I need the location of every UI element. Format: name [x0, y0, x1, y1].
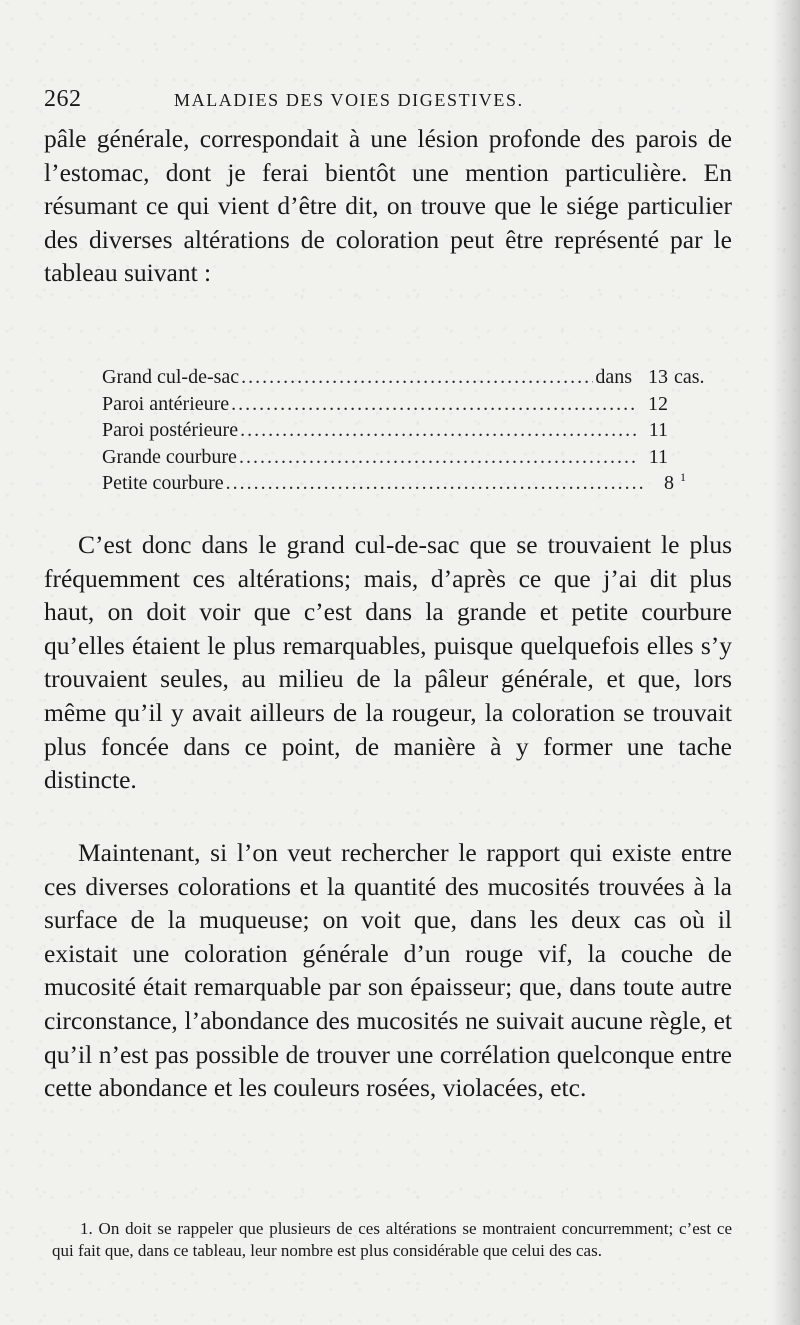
table-row — [102, 444, 714, 471]
row-suffix: cas. — [674, 366, 705, 388]
table-row — [102, 391, 714, 418]
row-count: 12 — [648, 392, 668, 415]
row-count: 11 — [648, 419, 668, 441]
table-row — [102, 417, 714, 444]
leader-dots — [241, 364, 593, 391]
page-number: 262 — [44, 86, 82, 112]
row-label: Paroi antérieure — [102, 392, 230, 415]
running-head: MALADIES DES VOIES DIGESTIVES. — [174, 90, 524, 110]
row-prefix: dans — [595, 366, 632, 388]
table-row — [102, 364, 714, 391]
row-label: Grand cul-de-sac — [102, 366, 240, 388]
table-row — [102, 470, 714, 497]
row-label: Petite courbure — [102, 472, 224, 494]
leader-dots — [239, 444, 638, 471]
paragraph-1: pâle générale, correspondait à une lésion profonde des parois de l’estomac, dont je ferai bientôt une mention particulière. En résumant ce qui vient d’être dit, on trouve que le siége particulier des diverses altérations de coloration peut être représenté par le tableau suivant : — [44, 124, 732, 288]
leader-dots — [231, 391, 638, 418]
row-label: Grande courbure — [102, 445, 237, 468]
footnote-reference: 1 — [680, 470, 686, 484]
row-count: 13 — [648, 366, 668, 388]
paragraph-3: Maintenant, si l’on veut rechercher le rapport qui existe entre ces diverses colorations et la quantité des mucosités trouvées à la surface de la muqueuse; on voit que, dans les deux cas où il existait une coloration générale d’un rouge vif, la couche de mucosité était remarquable par son épaisseur; que, dans toute autre circonstance, l’abondance des mucosités ne suivait aucune règle, et qu’il n’est pas possible de trouver une corrélation quelconque entre cette abondance et les couleurs rosées, violacées, etc. — [44, 838, 732, 1103]
row-count: 11 — [648, 445, 668, 468]
page-header — [44, 86, 744, 116]
row-count: 8 — [664, 472, 674, 494]
page-edge-shadow — [772, 0, 800, 1325]
leader-dots — [226, 470, 644, 497]
footnote: 1. On doit se rappeler que plusieurs de ces altérations se montraient concurremment; c’est ce qui fait que, dans ce tableau, leur nombre est plus considérable que celui des cas. — [52, 1219, 732, 1260]
row-label: Paroi postérieure — [102, 419, 239, 441]
paragraph-2: C’est donc dans le grand cul-de-sac que se trouvaient le plus fréquemment ces altérations; mais, d’après ce que j’ai dit plus haut, on doit voir que c’est dans la grande et petite courbure qu’elles étaient le plus remarquables, puisque quelquefois elles s’y trouvaient seules, au milieu de la pâleur générale, et que, lors même qu’il y avait ailleurs de la rougeur, la coloration se trouvait plus foncée dans ce point, de manière à y former une tache distincte. — [44, 530, 732, 795]
leader-dots — [240, 417, 638, 444]
coloration-table — [102, 364, 714, 497]
